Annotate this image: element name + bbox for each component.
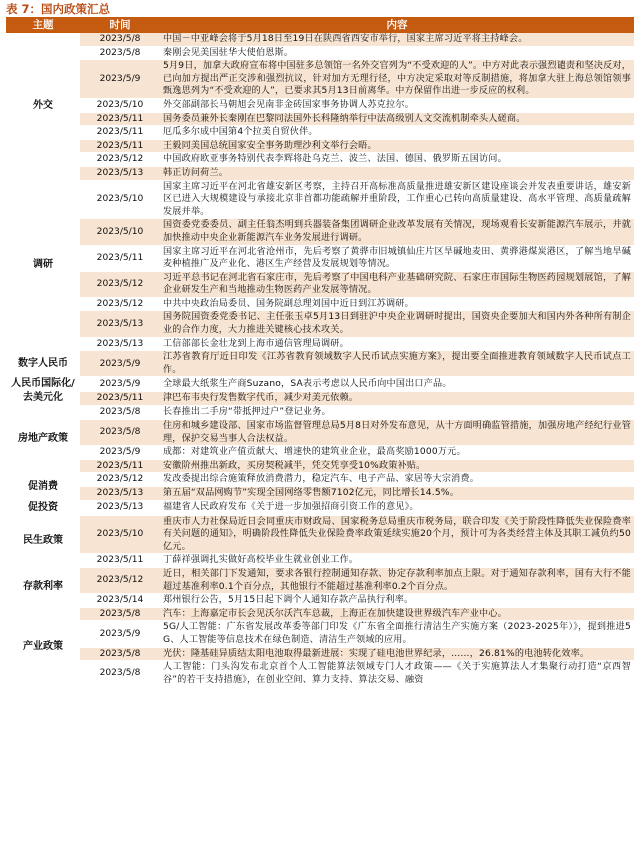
table-row bbox=[6, 126, 634, 140]
date-cell: 2023/5/14 bbox=[80, 594, 160, 608]
date-cell: 2023/5/10 bbox=[80, 515, 160, 554]
date-cell: 2023/5/11 bbox=[80, 139, 160, 153]
date-cell: 2023/5/13 bbox=[80, 311, 160, 337]
policy-table bbox=[6, 17, 634, 687]
content-cell: 习近平总书记在河北省石家庄市，先后考察了中国电科产业基础研究院、石家庄市国际生物医药园规划展馆，了解企业研发生产和当地推动生物医药产业发展等情况。 bbox=[160, 271, 634, 297]
date-cell: 2023/5/12 bbox=[80, 271, 160, 297]
content-cell: 江苏省教育厅近日印发《江苏省教育领域数字人民币试点实施方案》，提出要全面推进教育领域数字人民币试点工作。 bbox=[160, 351, 634, 377]
table-row bbox=[6, 245, 634, 271]
table-row bbox=[6, 420, 634, 446]
table-row bbox=[6, 647, 634, 661]
table-title: 表 7：国内政策汇总 bbox=[6, 2, 111, 16]
content-cell: 汽车：上海嘉定市长会见沃尔沃汽车总裁，上海正在加快建设世界级汽车产业中心。 bbox=[160, 607, 634, 621]
date-cell: 2023/5/11 bbox=[80, 554, 160, 568]
content-cell: 国家主席习近平在河北省雄安新区考察，主持召开高标准高质量推进雄安新区建设座谈会并发表重要讲话，雄安新区已进入大规模建设与承接北京非首都功能疏解并重阶段，工作重心已转向高质量建设、高水平管理、高质量疏解发展并举。 bbox=[160, 180, 634, 219]
table-row bbox=[6, 166, 634, 180]
table-row bbox=[6, 112, 634, 126]
date-cell: 2023/5/8 bbox=[80, 33, 160, 46]
content-cell: 发改委提出综合施策释放消费潜力，稳定汽车、电子产品、家居等大宗消费。 bbox=[160, 473, 634, 487]
category-cell: 促消费 bbox=[6, 473, 80, 500]
content-cell: 安徽阶州推出新政，买房契税减半，凭交凭享受10%政策补贴。 bbox=[160, 459, 634, 473]
table-row bbox=[6, 46, 634, 60]
date-cell: 2023/5/12 bbox=[80, 153, 160, 167]
table-row bbox=[6, 377, 634, 392]
category-cell: 存款利率 bbox=[6, 567, 80, 607]
table-row bbox=[6, 473, 634, 487]
content-cell: 光伏：隆基硅异质结太阳电池取得最新进展：实现了硅电池世界纪录，……，26.81%的电池转化效率。 bbox=[160, 647, 634, 661]
date-cell: 2023/5/9 bbox=[80, 446, 160, 460]
table-row bbox=[6, 459, 634, 473]
table-body bbox=[6, 33, 634, 687]
header-topic: 主题 bbox=[6, 17, 80, 33]
date-cell: 2023/5/9 bbox=[80, 60, 160, 99]
content-cell: 成都：对建筑业产值贡献大、增速快的建筑业企业，最高奖励1000万元。 bbox=[160, 446, 634, 460]
header-content: 内容 bbox=[160, 17, 634, 33]
table-row bbox=[6, 515, 634, 554]
date-cell: 2023/5/12 bbox=[80, 567, 160, 593]
date-cell: 2023/5/12 bbox=[80, 297, 160, 311]
table-row bbox=[6, 139, 634, 153]
date-cell: 2023/5/13 bbox=[80, 337, 160, 351]
table-row bbox=[6, 406, 634, 420]
content-cell: 国家主席习近平在河北省沧州市，先后考察了黄骅市旧城镇仙庄片区旱碱地麦田、黄骅港煤炭港区，了解当地旱碱麦种植推广及产业化、港区生产经营及发展规划等情况。 bbox=[160, 245, 634, 271]
category-cell: 人民币国际化/去美元化 bbox=[6, 377, 80, 406]
content-cell: 国务院国资委党委书记、主任张玉卓5月13日到驻沪中央企业调研时提出，国资央企要加大和国内外各种所有制企业的合作力度，大力推进关键核心技术攻关。 bbox=[160, 311, 634, 337]
category-cell: 促投资 bbox=[6, 500, 80, 515]
table-row bbox=[6, 311, 634, 337]
category-cell: 民生政策 bbox=[6, 515, 80, 567]
date-cell: 2023/5/10 bbox=[80, 98, 160, 112]
date-cell: 2023/5/9 bbox=[80, 351, 160, 377]
content-cell: 郑州银行公告，5月15日起下调个人通知存款产品执行利率。 bbox=[160, 594, 634, 608]
table-row bbox=[6, 337, 634, 351]
content-cell: 丁薛祥强调扎实做好高校毕业生就业创业工作。 bbox=[160, 554, 634, 568]
header-date: 时间 bbox=[80, 17, 160, 33]
date-cell: 2023/5/11 bbox=[80, 459, 160, 473]
table-row bbox=[6, 391, 634, 406]
date-cell: 2023/5/8 bbox=[80, 607, 160, 621]
table-row bbox=[6, 98, 634, 112]
date-cell: 2023/5/8 bbox=[80, 46, 160, 60]
content-cell: 中国－中亚峰会将于5月18日至19日在陕西省西安市举行，国家主席习近平将主持峰会。 bbox=[160, 33, 634, 46]
date-cell: 2023/5/11 bbox=[80, 391, 160, 406]
content-cell: 住房和城乡建设部、国家市场监督管理总局5月8日对外发布意见，从十方面明确监管措施，加强房地产经纪行业管理，保护交易当事人合法权益。 bbox=[160, 420, 634, 446]
category-cell: 房地产政策 bbox=[6, 406, 80, 473]
content-cell: 中国政府欧亚事务特别代表李辉将赴乌克兰、波兰、法国、德国、俄罗斯五国访问。 bbox=[160, 153, 634, 167]
table-row bbox=[6, 661, 634, 687]
content-cell: 第五届“双品网购节”实现全国网络零售额7102亿元，同比增长14.5%。 bbox=[160, 487, 634, 501]
content-cell: 5G/人工智能：广东省发展改革委等部门印发《广东省全面推行清洁生产实施方案（2023-2025年）》，提到推进5G、人工智能等信息技术在绿色制造、清洁生产领域的应用。 bbox=[160, 621, 634, 647]
content-cell: 长春推出二手房“带抵押过户”登记业务。 bbox=[160, 406, 634, 420]
table-row bbox=[6, 594, 634, 608]
date-cell: 2023/5/10 bbox=[80, 219, 160, 245]
table-row bbox=[6, 153, 634, 167]
table-row bbox=[6, 219, 634, 245]
table-row bbox=[6, 446, 634, 460]
table-row bbox=[6, 297, 634, 311]
date-cell: 2023/5/9 bbox=[80, 377, 160, 392]
table-row bbox=[6, 500, 634, 515]
table-row bbox=[6, 33, 634, 46]
content-cell: 王毅同美国总统国家安全事务助理沙利文举行会晤。 bbox=[160, 139, 634, 153]
date-cell: 2023/5/11 bbox=[80, 245, 160, 271]
content-cell: 津巴布韦央行发售数字代币，减少对美元依赖。 bbox=[160, 391, 634, 406]
date-cell: 2023/5/8 bbox=[80, 647, 160, 661]
content-cell: 重庆市人力社保局近日会同重庆市财政局、国家税务总局重庆市税务局，联合印发《关于阶段性降低失业保险费率有关问题的通知》，明确阶段性降低失业保险费率政策延续实施20个月，预计可为各类经营主体及其职工减负约50亿元。 bbox=[160, 515, 634, 554]
date-cell: 2023/5/8 bbox=[80, 420, 160, 446]
date-cell: 2023/5/13 bbox=[80, 487, 160, 501]
content-cell: 福建省人民政府发布《关于进一步加强招商引资工作的意见》。 bbox=[160, 500, 634, 515]
category-cell: 产业政策 bbox=[6, 607, 80, 687]
table-row bbox=[6, 554, 634, 568]
table-row bbox=[6, 180, 634, 219]
content-cell: 秦刚会见美国驻华大使伯恩斯。 bbox=[160, 46, 634, 60]
content-cell: 国资委党委委员、副主任翁杰明到兵器装备集团调研企业改革发展有关情况，现场观看长安新能源汽车展示，并就加快推动中央企业新能源汽车业务发展进行调研。 bbox=[160, 219, 634, 245]
category-cell: 外交 bbox=[6, 33, 80, 180]
header-row bbox=[6, 17, 634, 33]
content-cell: 人工智能：门头沟发布北京首个人工智能算法领域专门人才政策——《关于实施算法人才集聚行动打造“京西智谷”的若干支持措施》，在创业空间、算力支持、算法交易、融资 bbox=[160, 661, 634, 687]
content-cell: 中共中央政治局委员、国务院副总理刘国中近日到江苏调研。 bbox=[160, 297, 634, 311]
table-row bbox=[6, 487, 634, 501]
table-row bbox=[6, 567, 634, 593]
content-cell: 工信部部长金壮龙到上海市通信管理局调研。 bbox=[160, 337, 634, 351]
table-row bbox=[6, 60, 634, 99]
content-cell: 全球最大纸浆生产商Suzano，SA表示考虑以人民币向中国出口产品。 bbox=[160, 377, 634, 392]
content-cell: 厄瓜多尔成中国第4个拉美自贸伙伴。 bbox=[160, 126, 634, 140]
table-row bbox=[6, 621, 634, 647]
date-cell: 2023/5/13 bbox=[80, 166, 160, 180]
category-cell: 数字人民币 bbox=[6, 351, 80, 377]
date-cell: 2023/5/12 bbox=[80, 473, 160, 487]
date-cell: 2023/5/11 bbox=[80, 126, 160, 140]
date-cell: 2023/5/9 bbox=[80, 621, 160, 647]
content-cell: 外交部副部长马朝旭会见南非金砖国家事务协调人苏克拉尔。 bbox=[160, 98, 634, 112]
date-cell: 2023/5/8 bbox=[80, 406, 160, 420]
category-cell: 调研 bbox=[6, 180, 80, 351]
content-cell: 韩正访问荷兰。 bbox=[160, 166, 634, 180]
table-row bbox=[6, 351, 634, 377]
date-cell: 2023/5/13 bbox=[80, 500, 160, 515]
content-cell: 近日，相关部门下发通知，要求各银行控制通知存款、协定存款利率加点上限。对于通知存款利率，国有大行不能超过基准利率0.1个百分点，其他银行不能超过基准利率0.2个百分点。 bbox=[160, 567, 634, 593]
table-row bbox=[6, 607, 634, 621]
content-cell: 国务委员兼外长秦刚在巴黎同法国外长科隆纳举行中法高级别人文交流机制牵头人磋商。 bbox=[160, 112, 634, 126]
date-cell: 2023/5/10 bbox=[80, 180, 160, 219]
content-cell: 5月9日，加拿大政府宣布将中国驻多总领馆一名外交官列为“不受欢迎的人”。中方对此表示强烈谴责和坚决反对，已向加方提出严正交涉和强烈抗议，针对加方无理行径，中方决定采取对等反制措施，将加拿大驻上海总领馆领事甄逸思列为“不受欢迎的人”，已要求其5月13日前离华。中方保留作出进一步反应的权利。 bbox=[160, 60, 634, 99]
table-row bbox=[6, 271, 634, 297]
date-cell: 2023/5/11 bbox=[80, 112, 160, 126]
date-cell: 2023/5/8 bbox=[80, 661, 160, 687]
